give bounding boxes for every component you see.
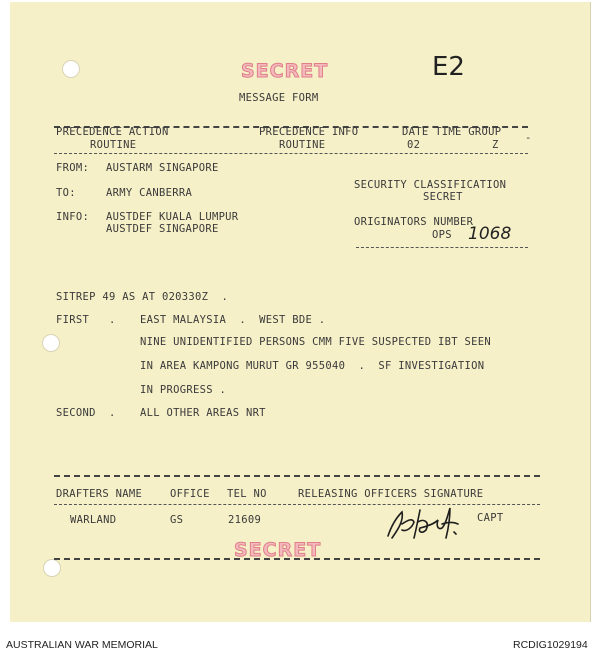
rule-ops-number [356,247,528,248]
info-label: INFO: [56,211,90,223]
to-label: TO: [56,187,76,199]
first-label: FIRST . [56,314,116,326]
tel-no-value: 21609 [228,514,262,526]
office-value: GS [170,514,184,526]
form-title: MESSAGE FORM [239,92,319,104]
message-line-4: IN PROGRESS . [140,384,227,396]
message-form-page [10,2,591,622]
second-label: SECOND . [56,407,116,419]
punch-hole-top [62,60,80,78]
second-line: ALL OTHER AREAS NRT [140,407,266,419]
drafter-name-value: WARLAND [70,514,117,526]
message-line-2: NINE UNIDENTIFIED PERSONS CMM FIVE SUSPECTED IBT SEEN [140,336,491,348]
security-classification-label: SECURITY CLASSIFICATION [354,179,507,191]
sitrep-line: SITREP 49 AS AT 020330Z . [56,291,229,303]
date-time-group-label: DATE TIME GROUP [402,126,502,138]
info-value-1: AUSTDEF KUALA LUMPUR [106,211,239,223]
rule-drafter-top [54,475,540,477]
to-value: ARMY CANBERRA [106,187,193,199]
punch-hole-middle [42,334,60,352]
originators-number-label: ORIGINATORS NUMBER [354,216,474,228]
first-line: EAST MALAYSIA . WEST BDE . [140,314,326,326]
precedence-action-value: ROUTINE [90,139,137,151]
tel-no-label: TEL NO [227,488,267,500]
security-classification-value: SECRET [423,191,463,203]
from-value: AUSTARM SINGAPORE [106,162,219,174]
date-time-group-zone: Z [492,139,499,151]
info-value-2: AUSTDEF SINGAPORE [106,223,219,235]
releasing-officers-signature-label: RELEASING OFFICERS SIGNATURE [298,488,484,500]
punch-hole-bottom [43,559,61,577]
precedence-action-label: PRECEDENCE ACTION [56,126,169,138]
secret-stamp-top: SECRET [241,60,329,82]
precedence-info-value: ROUTINE [279,139,326,151]
rule-under-precedence [54,153,528,154]
footer-credit: AUSTRALIAN WAR MEMORIAL [6,639,158,651]
date-time-group-day: 02 [407,139,421,151]
dtg-dash: - [525,132,532,144]
ops-number-handwritten: 1068 [468,224,512,244]
officer-signature [382,502,482,544]
footer-record-id: RCDIG1029194 [513,639,588,651]
ops-label: OPS [432,229,452,241]
handwritten-reference: E2 [432,52,465,82]
officer-rank: CAPT [477,512,504,524]
secret-stamp-bottom: SECRET [234,539,322,561]
rule-bottom [54,558,540,560]
office-label: OFFICE [170,488,210,500]
precedence-info-label: PRECEDENCE INFO [259,126,359,138]
message-line-3: IN AREA KAMPONG MURUT GR 955040 . SF INVESTIGATION [140,360,485,372]
drafters-name-label: DRAFTERS NAME [56,488,143,500]
from-label: FROM: [56,162,90,174]
